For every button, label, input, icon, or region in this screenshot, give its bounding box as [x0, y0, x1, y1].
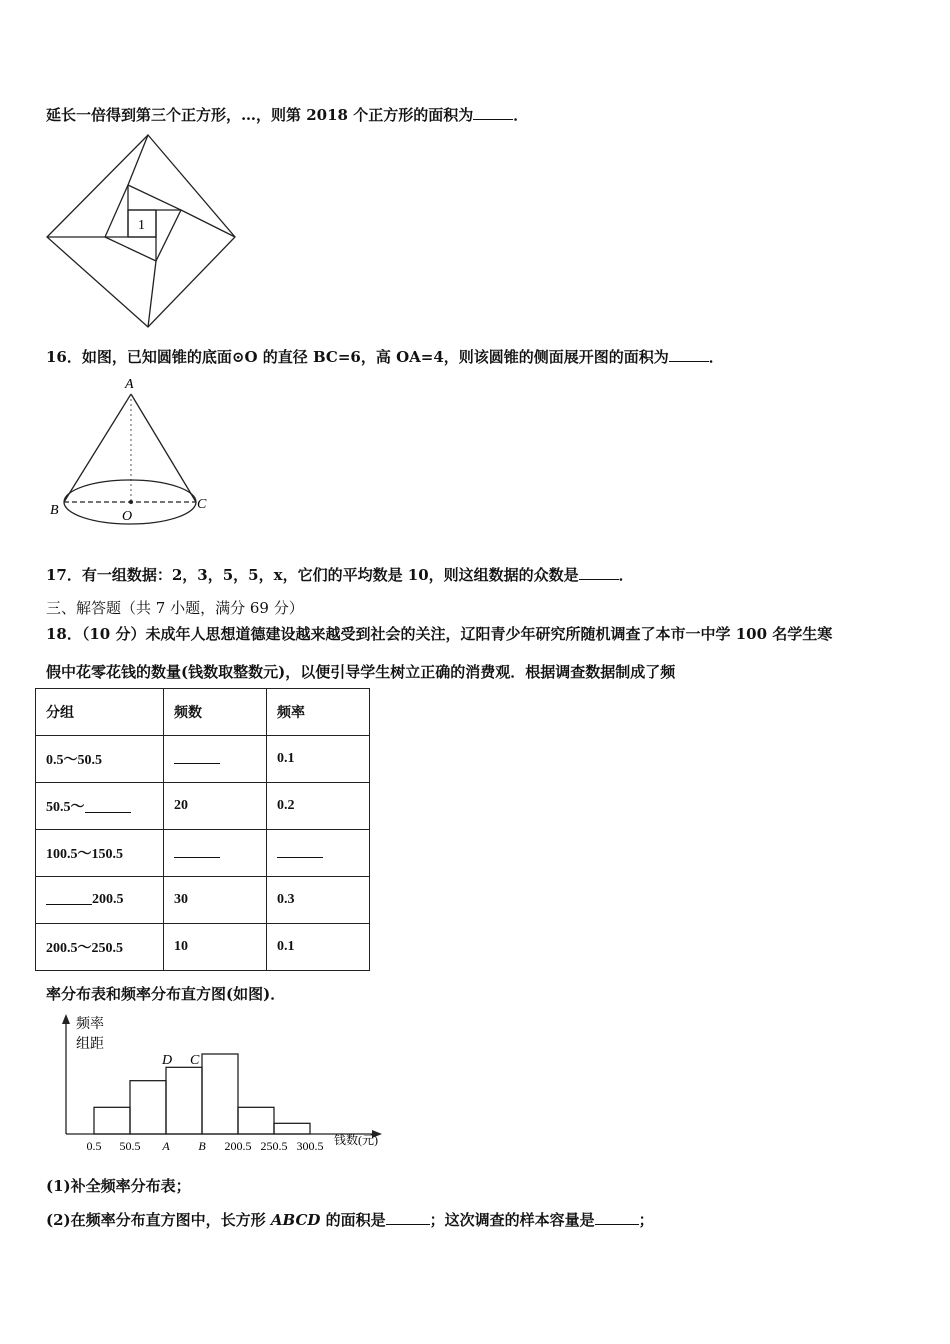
- cell-group-text: 200.5: [92, 892, 124, 907]
- sample-size-answer-blank: [595, 1212, 639, 1225]
- x-tick-label: 250.5: [260, 1139, 288, 1153]
- table-header-row: [36, 689, 370, 736]
- sub2-text-b: 的面积是: [320, 1211, 386, 1229]
- histogram-bar-6: [274, 1123, 310, 1134]
- section-3-title: 三、解答题（共 7 小题，满分 69 分）: [46, 599, 304, 617]
- sub2-text-d: ；: [638, 1211, 654, 1229]
- histogram-bar-3: [166, 1067, 202, 1134]
- frequency-histogram: [44, 1010, 404, 1155]
- nested-squares-figure: [44, 133, 240, 333]
- cell-blank: [174, 753, 220, 764]
- cell-rate: 0.2: [267, 783, 370, 830]
- table-row: [36, 924, 370, 971]
- cell-count: 10: [164, 924, 267, 971]
- sub2-text-a: (2)在频率分布直方图中，长方形: [46, 1211, 271, 1229]
- x-axis-label: 钱数(元): [334, 1133, 378, 1147]
- table-row: [36, 736, 370, 783]
- x-tick-label: B: [198, 1139, 206, 1153]
- sub2-abcd: ABCD: [270, 1211, 321, 1229]
- cell-group: [36, 877, 164, 924]
- header-group: 分组: [36, 689, 164, 736]
- x-tick-label: 200.5: [224, 1139, 252, 1153]
- q16-text-after: ．: [708, 348, 724, 366]
- q18-line-3: 率分布表和频率分布直方图(如图)．: [46, 985, 286, 1003]
- x-tick-label: 0.5: [86, 1139, 102, 1153]
- cell-group: 100.5～150.5: [36, 830, 164, 877]
- x-tick-label: 300.5: [296, 1139, 324, 1153]
- q17-text: [46, 564, 634, 585]
- cell-count: [164, 830, 267, 877]
- point-c-label: C: [190, 1053, 200, 1068]
- q17-text-before: 17．有一组数据：2，3，5，5，x，它们的平均数是 10，则这组数据的众数是: [46, 566, 579, 584]
- sub2-text-c: ；这次调查的样本容量是: [429, 1211, 595, 1229]
- q17-text-after: ．: [618, 566, 634, 584]
- cell-group: 0.5～50.5: [36, 736, 164, 783]
- header-count: 频数: [164, 689, 267, 736]
- area-answer-blank: [386, 1212, 430, 1225]
- histogram-bar-2: [130, 1081, 166, 1134]
- q16-answer-blank: [669, 349, 709, 362]
- cell-blank: [174, 847, 220, 858]
- cell-blank: [277, 847, 323, 858]
- point-c-label: C: [197, 497, 207, 512]
- point-o-label: O: [122, 509, 133, 524]
- q15-text-after: ．: [513, 106, 529, 124]
- point-d-label: D: [162, 1053, 173, 1068]
- table-row: [36, 877, 370, 924]
- cone-figure: [44, 374, 224, 530]
- cell-group-text: 50.5～: [46, 800, 85, 815]
- q18-line-2: 假中花零花钱的数量(钱数取整数元)，以便引导学生树立正确的消费观．根据调查数据制成了频: [46, 663, 676, 681]
- cell-blank: [85, 802, 131, 813]
- q15-text: [46, 104, 528, 125]
- cell-group: [36, 783, 164, 830]
- q18-line-1: 18．（10 分）未成年人思想道德建设越来越受到社会的关注，辽阳青少年研究所随机调查了本市一中学 100 名学生寒: [46, 625, 833, 643]
- q15-answer-blank: [473, 107, 513, 120]
- point-a-label: A: [125, 377, 134, 392]
- cell-rate: [267, 830, 370, 877]
- header-rate: 频率: [267, 689, 370, 736]
- cell-rate: 0.1: [267, 924, 370, 971]
- table-row: [36, 783, 370, 830]
- q18-sub-1: (1)补全频率分布表；: [46, 1177, 191, 1195]
- histogram-bar-4: [202, 1054, 238, 1134]
- y-axis-label-bottom: 组距: [76, 1037, 104, 1052]
- cell-rate: 0.1: [267, 736, 370, 783]
- unit-square-label: 1: [138, 218, 145, 233]
- point-b-label: B: [50, 503, 59, 518]
- frequency-table: [35, 688, 370, 971]
- cell-group: 200.5～250.5: [36, 924, 164, 971]
- q16-text: [46, 346, 724, 367]
- cell-blank: [46, 894, 92, 905]
- table-row: [36, 830, 370, 877]
- cell-count: [164, 736, 267, 783]
- q15-text-before: 延长一倍得到第三个正方形，…，则第 2018 个正方形的面积为: [46, 106, 474, 124]
- histogram-bar-5: [238, 1107, 274, 1134]
- cell-rate: 0.3: [267, 877, 370, 924]
- cell-count: 30: [164, 877, 267, 924]
- x-tick-label: 50.5: [119, 1139, 141, 1153]
- cell-count: 20: [164, 783, 267, 830]
- histogram-bar-1: [94, 1107, 130, 1134]
- x-tick-label: A: [162, 1139, 170, 1153]
- y-axis-label-top: 频率: [76, 1017, 104, 1032]
- q17-answer-blank: [579, 567, 619, 580]
- q16-text-before: 16．如图，已知圆锥的底面⊙O 的直径 BC=6，高 OA=4，则该圆锥的侧面展开图的面积为: [46, 348, 669, 366]
- q18-sub-2: [46, 1209, 654, 1230]
